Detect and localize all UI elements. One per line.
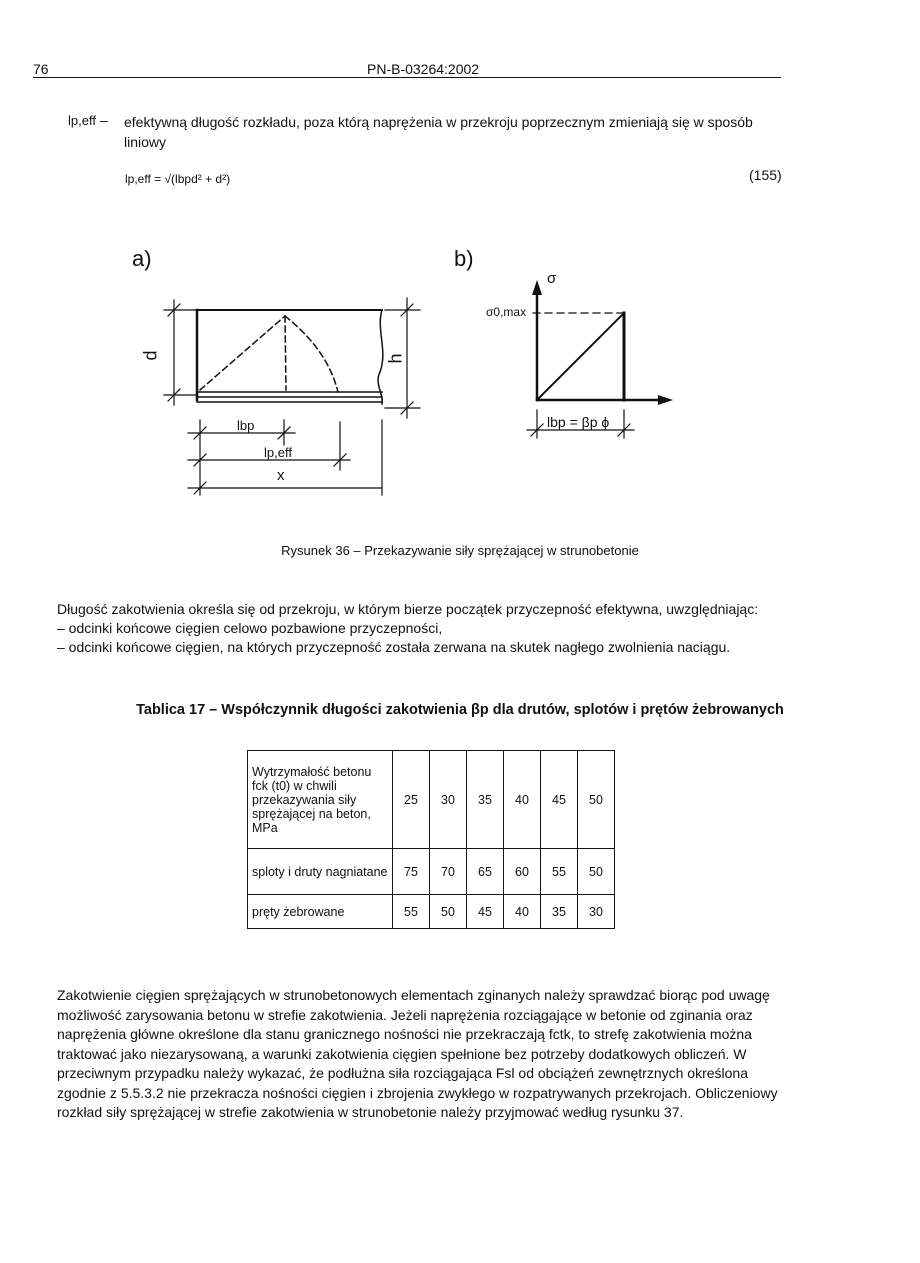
paragraph-anchorage <box>57 600 797 657</box>
label-h: h <box>385 353 406 364</box>
table-cell: 40 <box>504 751 541 849</box>
table-cell: 25 <box>393 751 430 849</box>
table-cell: 50 <box>578 849 615 895</box>
table-cell: 30 <box>578 895 615 929</box>
row-label-cell: pręty żebrowane <box>248 895 393 929</box>
figure-36-drawing <box>0 0 920 540</box>
table-cell: 45 <box>467 895 504 929</box>
formula-155: lp,eff = √(lbpd² + d²) <box>125 172 231 186</box>
paragraph-line: – odcinki końcowe cięgien celowo pozbawione przyczepności, <box>57 620 443 636</box>
panel-a-label: a) <box>132 246 152 271</box>
paragraph-line: – odcinki końcowe cięgien, na których przyczepność została zerwana na skutek nagłego zwolnienia naciągu. <box>57 639 731 655</box>
paragraph-cracking-check: Zakotwienie cięgien sprężających w strunobetonowych elementach zginanych należy sprawdzać biorąc pod uwagę możliwość zarysowania betonu w strefie zakotwienia. Jeżeli naprężenia rozciągające w betonie od zginania oraz naprężenia główne określone dla stanu granicznego nośności nie przekraczają fctk, to strefę zakotwienia można traktować jako niezarysowaną, a warunki zakotwienia cięgien spełnione bez potrzeby dodatkowych obliczeń. W przeciwnym przypadku należy wykazać, że podłużna siła rozciągająca Fsl od obciążeń zewnętrznych określona zgodnie z 5.5.3.2 nie przekracza nośności cięgien i zbrojenia zwykłego w rozpatrywanych przekrojach. Obliczeniowy rozkład siły sprężającej w strefie zakotwienia w strunobetonie należy przyjmować według rysunku 37. <box>57 987 778 1120</box>
definition-text: efektywną długość rozkładu, poza którą naprężenia w przekroju poprzecznym zmieniają się w sposób liniowy <box>124 114 753 150</box>
dimension-d <box>164 300 197 405</box>
page-number: 76 <box>33 61 49 77</box>
table-header-row <box>248 751 615 849</box>
table-title: Tablica 17 – Współczynnik długości zakotwienia βp dla drutów, splotów i prętów żebrowanych <box>136 702 784 718</box>
beam-outline <box>197 310 383 404</box>
stress-axes <box>537 292 660 400</box>
label-lpeff: lp,eff <box>264 445 292 460</box>
table-cell: 35 <box>467 751 504 849</box>
table-row <box>248 849 615 895</box>
definition-symbol: lp,eff <box>68 113 96 128</box>
table-cell: 35 <box>541 895 578 929</box>
stress-diagram <box>533 313 624 400</box>
standard-id: PN-B-03264:2002 <box>367 61 480 77</box>
label-sigma-max: σ0,max <box>486 305 527 319</box>
header-label-cell: Wytrzymałość betonu fck (t0) w chwili przekazywania siły sprężającej na beton, MPa <box>248 751 393 849</box>
figure-caption: Rysunek 36 – Przekazywanie siły sprężającej w strunobetonie <box>281 543 639 558</box>
table-cell: 70 <box>430 849 467 895</box>
table-cell: 50 <box>430 895 467 929</box>
sigma-axis-arrow <box>532 280 542 295</box>
label-lbp: lbp <box>237 418 255 433</box>
label-d: d <box>140 350 161 361</box>
table-cell: 55 <box>541 849 578 895</box>
row-label-cell: sploty i druty nagniatane <box>248 849 393 895</box>
equation-number: (155) <box>749 167 782 183</box>
table-cell: 60 <box>504 849 541 895</box>
length-axis-arrow <box>658 395 673 405</box>
table-cell: 45 <box>541 751 578 849</box>
paragraph-line: Długość zakotwienia określa się od przekroju, w którym bierze początek przyczepność efektywna, uwzględniając: <box>57 601 759 617</box>
definition-dash: – <box>100 112 108 128</box>
table-cell: 75 <box>393 849 430 895</box>
panel-b-label: b) <box>454 246 474 271</box>
label-sigma: σ <box>547 270 557 287</box>
coefficient-table <box>247 750 615 929</box>
table-cell: 30 <box>430 751 467 849</box>
label-x: x <box>277 467 285 484</box>
table-cell: 55 <box>393 895 430 929</box>
table-cell: 40 <box>504 895 541 929</box>
stress-spread-lines <box>200 316 338 392</box>
label-lbp-formula: lbp = βp ϕ <box>547 414 610 430</box>
table-row <box>248 895 615 929</box>
table-cell: 65 <box>467 849 504 895</box>
table-cell: 50 <box>578 751 615 849</box>
